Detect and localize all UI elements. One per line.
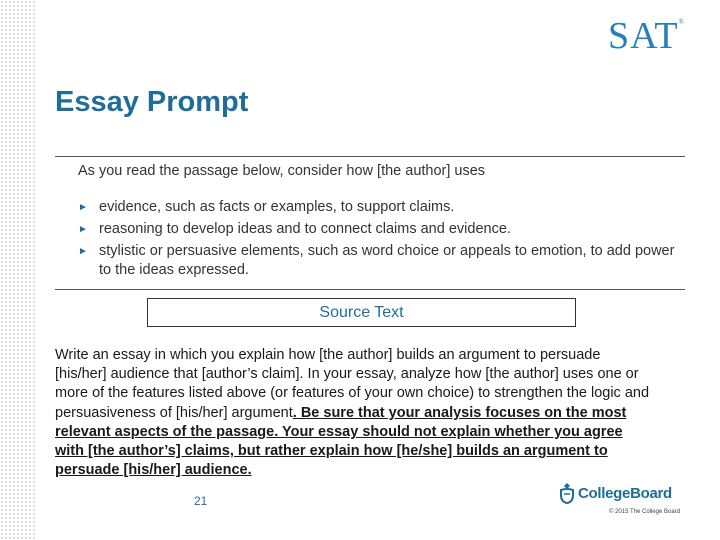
- dotted-border-decoration: [0, 0, 36, 540]
- feature-list: [78, 198, 678, 283]
- intro-text: As you read the passage below, consider how [the author] uses: [78, 163, 486, 179]
- source-text-label: Source Text: [319, 303, 404, 321]
- list-item: [78, 198, 678, 217]
- list-item: [78, 242, 678, 280]
- essay-prompt-text: [55, 346, 655, 480]
- list-item-text: stylistic or persuasive elements, such as word choice or appeals to emotion, to add power to the ideas expressed.: [99, 243, 675, 278]
- sat-logo: [608, 14, 685, 58]
- copyright-notice: © 2015 The College Board: [609, 509, 681, 515]
- college-board-wordmark: CollegeBoard: [578, 484, 672, 502]
- registered-mark: ®: [678, 18, 685, 26]
- prompt-emphasis-text: . Be sure that your analysis focuses on the most relevant aspects of the passage. Your essay should not explain whether you agree with [the author’s] claims, but rather explain how [he/she] builds an argument to persuade [his/her] audience.: [55, 404, 627, 479]
- top-divider: [55, 156, 685, 157]
- acorn-icon: [558, 482, 576, 504]
- right-triangle-icon: ►: [78, 246, 88, 257]
- sat-logo-text: SAT: [608, 15, 679, 57]
- list-item-text: evidence, such as facts or examples, to support claims.: [99, 199, 455, 215]
- prompt-normal-text: Write an essay in which you explain how [the author] builds an argument to persuade [his/her] audience that [author’s claim]. In your essay, analyze how [the author] uses one or more of the features listed above (or features of your own choice) to strengthen the logic and persuasiveness of [his/her] argument: [55, 347, 650, 421]
- bottom-divider: [55, 289, 685, 290]
- list-item: [78, 220, 678, 239]
- source-text-box: [147, 298, 576, 327]
- slide-title: Essay Prompt: [55, 86, 249, 118]
- right-triangle-icon: ►: [78, 224, 88, 235]
- right-triangle-icon: ►: [78, 202, 88, 213]
- page-number: 21: [194, 494, 208, 508]
- list-item-text: reasoning to develop ideas and to connect claims and evidence.: [99, 221, 511, 237]
- college-board-logo: [558, 482, 672, 504]
